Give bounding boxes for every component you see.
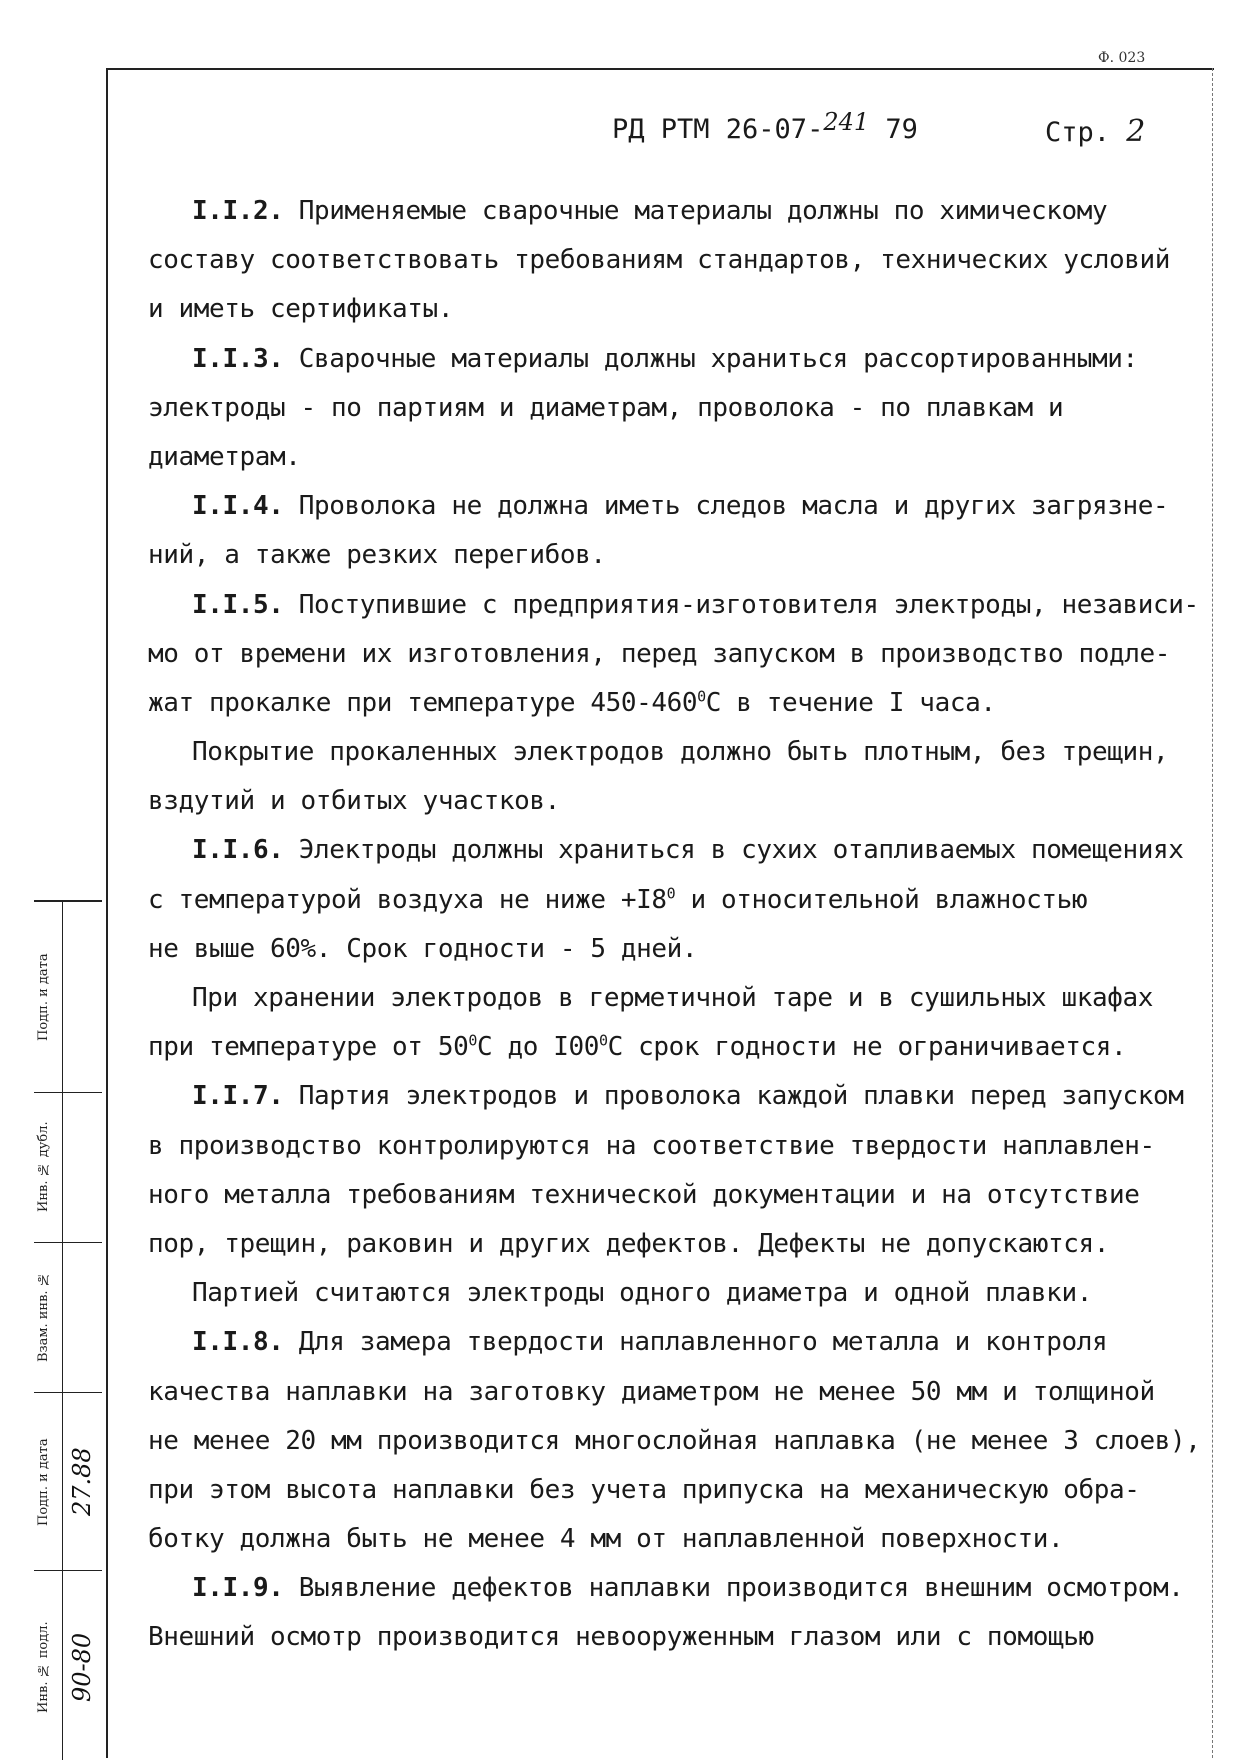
stamp-divider: [34, 1570, 102, 1571]
stamp-divider: [34, 1392, 102, 1393]
text-line: [148, 876, 1198, 925]
text-line: ного металла требованиям технической документации и на отсутствие: [148, 1179, 1140, 1210]
superscript: 0: [468, 1031, 477, 1050]
clause-number: I.I.3.: [192, 343, 284, 374]
text-line: при этом высота наплавки без учета припуска на механическую обра-: [148, 1474, 1140, 1505]
page-frame-top: [106, 68, 1214, 70]
clause-number: I.I.7.: [192, 1081, 284, 1112]
margin-stamp-block: [34, 900, 102, 1760]
superscript: 0: [666, 883, 676, 902]
stamp-label-sign-date: Подп. и дата: [36, 953, 51, 1041]
document-body: [148, 187, 1201, 1663]
document-code: [612, 108, 918, 145]
clause-number: I.I.6.: [192, 835, 284, 866]
stamp-divider: [62, 902, 63, 1760]
text-line: [148, 1318, 1198, 1367]
text-line: качества наплавки на заготовку диаметром не менее 50 мм и толщиной: [148, 1376, 1155, 1407]
clause-text: Партия электродов и проволока каждой плавки перед запуском: [283, 1081, 1184, 1112]
doc-code-handwritten: 241: [823, 108, 870, 136]
clause-number: I.I.5.: [192, 589, 284, 620]
text-line: Партией считаются электроды одного диаметра и одной плавки.: [192, 1278, 1092, 1309]
clause-text: Электроды должны храниться в сухих отапливаемых помещениях: [283, 835, 1184, 866]
superscript: 0: [697, 687, 706, 706]
text-line: [148, 482, 1198, 531]
clause-number: I.I.9.: [192, 1573, 284, 1604]
clause-text: Проволока не должна иметь следов масла и других загрязне-: [283, 491, 1169, 522]
text-line: [148, 1023, 1198, 1072]
page-number-label: [1045, 114, 1145, 149]
text-line: Покрытие прокаленных электродов должно быть плотным, без трещин,: [192, 737, 1169, 768]
clause-text: Применяемые сварочные материалы должны по химическому: [283, 196, 1108, 226]
text-line: [148, 581, 1198, 630]
text-line: вздутий и отбитых участков.: [148, 786, 560, 817]
doc-code-prefix: РД РТМ 26-07-: [612, 114, 824, 145]
text-line: и иметь сертификаты.: [148, 294, 454, 325]
text-line: мо от времени их изготовления, перед запуском в производство подле-: [148, 638, 1170, 669]
handwritten-date: 27.88: [68, 1447, 96, 1517]
clause-text: Выявление дефектов наплавки производится внешним осмотром.: [283, 1573, 1184, 1604]
form-code: Ф. 023: [1098, 50, 1146, 66]
text-line: ний, а также резких перегибов.: [148, 540, 606, 571]
clause-number: I.I.8.: [192, 1327, 284, 1358]
text-part: С срок годности не ограничивается.: [607, 1032, 1127, 1063]
text-part: С до I00: [476, 1032, 599, 1063]
text-line: [148, 187, 1198, 236]
text-line: При хранении электродов в герметичной таре и в сушильных шкафах: [192, 983, 1153, 1013]
superscript: 0: [599, 1031, 608, 1050]
text-line: Внешний осмотр производится невооруженным глазом или с помощью: [148, 1622, 1094, 1653]
text-part: жат прокалке при температуре 450-460: [148, 687, 698, 718]
clause-text: Для замера твердости наплавленного металла и контроля: [283, 1327, 1108, 1358]
text-line: составу соответствовать требованиям стандартов, технических условий: [148, 245, 1170, 276]
handwritten-inventory-number: 90-80: [68, 1632, 96, 1702]
stamp-divider: [34, 1242, 102, 1243]
clause-text: Сварочные материалы должны храниться рассортированными:: [283, 343, 1138, 374]
page-frame-left: [106, 68, 108, 1758]
page-frame-right: [1212, 68, 1213, 1758]
stamp-label-orig-inv: Инв. № подл.: [36, 1621, 51, 1713]
doc-code-suffix: 79: [869, 114, 918, 145]
stamp-label-replace-inv: Взам. инв. №: [36, 1271, 51, 1363]
text-part: С в течение I часа.: [705, 687, 996, 718]
stamp-divider: [34, 1092, 102, 1093]
stamp-label-sign-date-2: Подп. и дата: [36, 1438, 51, 1526]
text-part: при температуре от 50: [148, 1032, 469, 1063]
clause-number: I.I.4.: [192, 491, 284, 522]
page-header: [600, 108, 1160, 154]
text-line: в производство контролируются на соответствие твердости наплавлен-: [148, 1130, 1155, 1161]
text-line: пор, трещин, раковин и других дефектов. Дефекты не допускаются.: [148, 1228, 1109, 1259]
clause-number: I.I.2.: [192, 196, 284, 226]
text-line: [148, 679, 1198, 728]
text-line: не менее 20 мм производится многослойная наплавка (не менее 3 слоев),: [148, 1425, 1201, 1456]
text-part: и относительной влажностью: [675, 884, 1088, 915]
stamp-label-dup-inv: Инв. № дубл.: [36, 1121, 51, 1213]
text-line: не выше 60%. Срок годности - 5 дней.: [148, 933, 698, 964]
text-part: с температурой воздуха не ниже +I8: [148, 884, 667, 915]
page-number: 2: [1126, 114, 1146, 149]
text-line: диаметрам.: [148, 441, 301, 472]
clause-text: Поступившие с предприятия-изготовителя электроды, независи-: [283, 589, 1199, 620]
text-line: ботку должна быть не менее 4 мм от наплавленной поверхности.: [148, 1524, 1064, 1555]
text-line: [148, 1564, 1198, 1613]
text-line: [148, 826, 1198, 875]
text-line: электроды - по партиям и диаметрам, проволока - по плавкам и: [148, 392, 1064, 423]
text-line: [148, 1072, 1198, 1121]
page-label-text: Стр.: [1045, 117, 1127, 148]
text-line: [148, 335, 1198, 384]
